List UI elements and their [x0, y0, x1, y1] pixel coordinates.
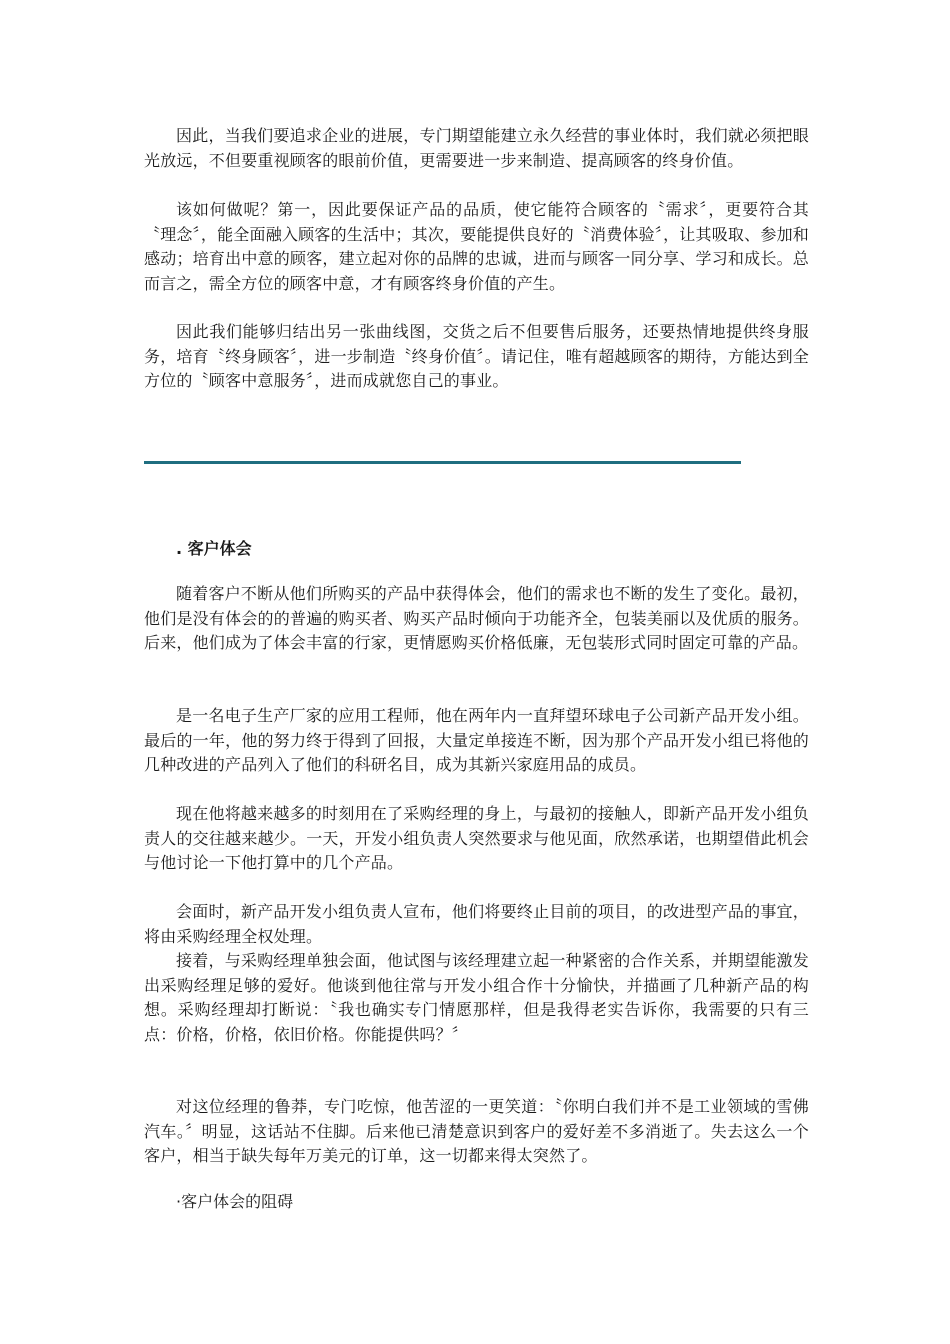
section-heading: . 客户体会: [176, 539, 252, 558]
sub-heading: ·客户体会的阻碍: [176, 1192, 294, 1211]
section-paragraph-1: 随着客户不断从他们所购买的产品中获得体会，他们的需求也不断的发生了变化。最初，他们是没有体会的的普遍的购买者、购买产品时倾向于功能齐全，包装美丽以及优质的服务。后来，他们成为了体会丰富的行家，更情愿购买价格低廉，无包装形式同时固定可靠的产品。: [144, 584, 809, 652]
intro-paragraph-1: 因此，当我们要追求企业的进展，专门期望能建立永久经营的事业体时，我们就必须把眼光放远，不但要重视顾客的眼前价值，更需要进一步来制造、提高顾客的终身价值。: [144, 126, 809, 170]
section-paragraph-6: 对这位经理的鲁莽，专门吃惊，他苦涩的一更笑道：〝你明白我们并不是工业领域的雪佛汽车。〞明显，这话站不住脚。后来他已清楚意识到客户的爱好差不多消逝了。失去这么一个客户，相当于缺失每年万美元的订单，这一切都来得太突然了。: [144, 1097, 809, 1165]
section-paragraph-2: 是一名电子生产厂家的应用工程师，他在两年内一直拜望环球电子公司新产品开发小组。最后的一年，他的努力终于得到了回报，大量定单接连不断，因为那个产品开发小组已将他的几种改进的产品列入了他们的科研名目，成为其新兴家庭用品的成员。: [144, 706, 809, 774]
intro-paragraph-2: 该如何做呢？第一，因此要保证产品的品质，使它能符合顾客的〝需求〞，更要符合其〝理念〞，能全面融入顾客的生活中；其次，要能提供良好的〝消费体验〞，让其吸取、参加和感动；培育出中意的顾客，建立起对你的品牌的忠诚，进而与顾客一同分享、学习和成长。总而言之，需全方位的顾客中意，才有顾客终身价值的产生。: [144, 200, 809, 293]
section-paragraph-4: 会面时，新产品开发小组负责人宣布，他们将要终止目前的项目，的改进型产品的事宜，将由采购经理全权处理。: [144, 902, 809, 946]
section-paragraph-3: 现在他将越来越多的时刻用在了采购经理的身上，与最初的接触人，即新产品开发小组负责人的交往越来越少。一天，开发小组负责人突然要求与他见面，欣然承诺，也期望借此机会与他讨论一下他打算中的几个产品。: [144, 804, 809, 872]
intro-paragraph-3: 因此我们能够归结出另一张曲线图，交货之后不但要售后服务，还要热情地提供终身服务，培育〝终身顾客〞，进一步制造〝终身价值〞。请记住，唯有超越顾客的期待，方能达到全方位的〝顾客中意服务〞，进而成就您自己的事业。: [144, 322, 809, 390]
section-divider: [144, 461, 741, 464]
section-paragraph-5: 接着，与采购经理单独会面，他试图与该经理建立起一种紧密的合作关系，并期望能激发出采购经理足够的爱好。他谈到他往常与开发小组合作十分愉快，并描画了几种新产品的构想。采购经理却打断说：〝我也确实专门情愿那样，但是我得老实告诉你，我需要的只有三点：价格，价格，依旧价格。你能提供吗？〞: [144, 951, 809, 1044]
